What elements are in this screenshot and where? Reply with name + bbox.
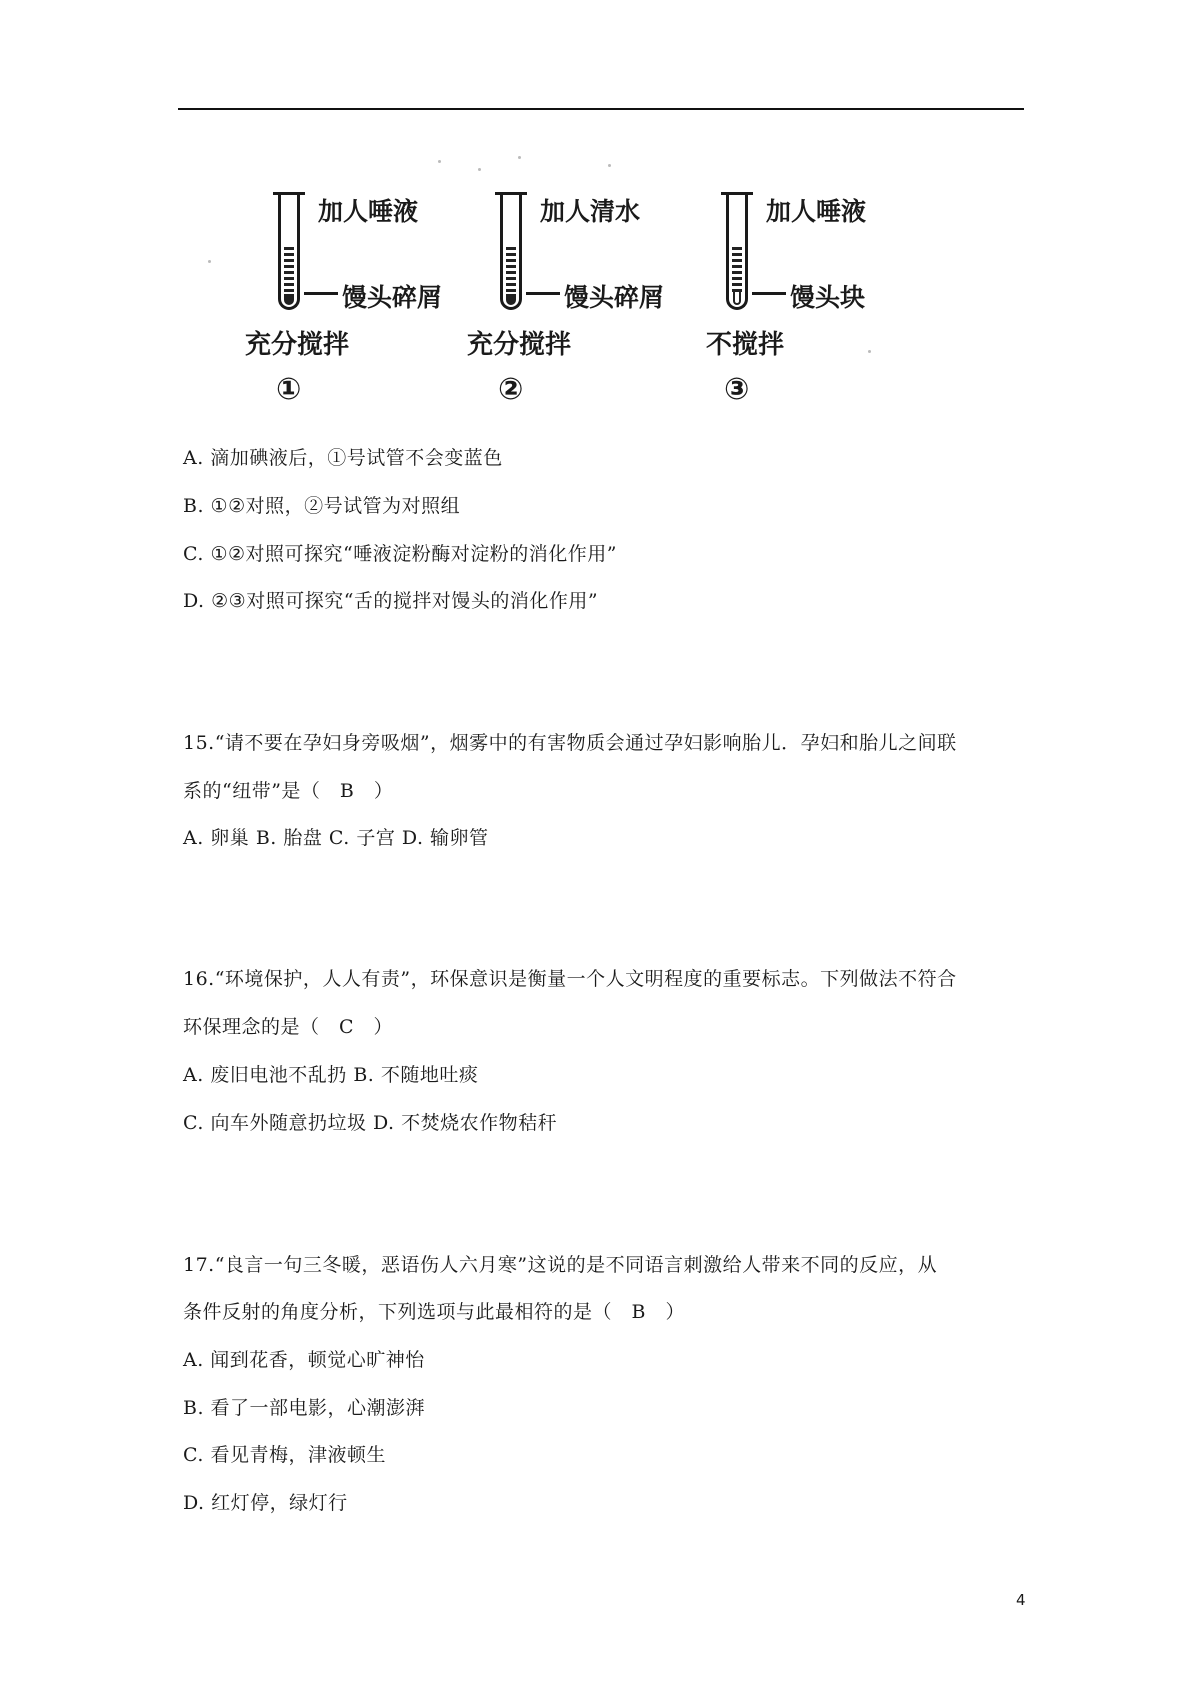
tube-unit-2 [400, 150, 665, 420]
tube-sediment [506, 294, 516, 305]
tube-3-bottom-label: 不搅拌 [706, 330, 785, 360]
q17-option-b: B. 看了一部电影，心潮澎湃 [183, 1397, 426, 1419]
tube-3-number: ③ [724, 372, 750, 407]
tube-unit-1 [178, 150, 443, 420]
leader-line [752, 292, 786, 295]
q15-stem-line1: 15.“请不要在孕妇身旁吸烟”，烟雾中的有害物质会通过孕妇影响胎儿．孕妇和胎儿之间联 [183, 732, 957, 754]
q14-option-a: A. 滴加碘液后，①号试管不会变蓝色 [183, 447, 503, 469]
q14-option-b: B. ①②对照，②号试管为对照组 [183, 495, 461, 517]
test-tube-2 [500, 192, 522, 310]
q17-option-d: D. 红灯停，绿灯行 [183, 1492, 348, 1514]
tube-2-top-label: 加人清水 [540, 197, 641, 226]
tube-2-side-label: 馒头碎屑 [564, 283, 665, 312]
test-tube-figure [178, 150, 958, 420]
q17-option-c: C. 看见青梅，津液顿生 [183, 1444, 386, 1466]
tube-2-bottom-label: 充分搅拌 [467, 330, 572, 360]
q16-options-line2: C. 向车外随意扔垃圾 D. 不焚烧农作物秸秆 [183, 1112, 558, 1134]
q17-stem-line2: 条件反射的角度分析，下列选项与此最相符的是（ B ） [183, 1301, 685, 1323]
page-number: 4 [1016, 1591, 1026, 1609]
q14-option-c: C. ①②对照可探究“唾液淀粉酶对淀粉的消化作用” [183, 543, 617, 565]
tube-bread-lump [733, 292, 741, 305]
tube-contents [284, 247, 294, 295]
q15-options: A. 卵巢 B. 胎盘 C. 子宫 D. 输卵管 [183, 827, 489, 849]
tube-1-number: ① [276, 372, 302, 407]
q15-stem-line2: 系的“纽带”是（ B ） [183, 780, 394, 802]
leader-line [526, 292, 560, 295]
scan-speck [868, 350, 871, 353]
tube-3-side-label: 馒头块 [790, 283, 866, 312]
test-tube-3 [726, 192, 748, 310]
tube-contents [506, 247, 516, 295]
header-rule [178, 108, 1024, 110]
tube-1-bottom-label: 充分搅拌 [245, 330, 350, 360]
tube-1-side-label: 馒头碎屑 [342, 283, 443, 312]
q17-stem-line1: 17.“良言一句三冬暖，恶语伤人六月寒”这说的是不同语言刺激给人带来不同的反应，从 [183, 1254, 938, 1276]
q16-options-line1: A. 废旧电池不乱扔 B. 不随地吐痰 [183, 1064, 479, 1086]
q17-option-a: A. 闻到花香，顿觉心旷神怡 [183, 1349, 425, 1371]
q16-stem-line2: 环保理念的是（ C ） [183, 1016, 394, 1038]
q14-option-d: D. ②③对照可探究“舌的搅拌对馒头的消化作用” [183, 590, 599, 612]
test-tube-1 [278, 192, 300, 310]
tube-1-top-label: 加人唾液 [318, 197, 419, 226]
q16-stem-line1: 16.“环境保护，人人有责”，环保意识是衡量一个人文明程度的重要标志。下列做法不符合 [183, 968, 957, 990]
leader-line [304, 292, 338, 295]
tube-unit-3 [626, 150, 866, 420]
tube-3-top-label: 加人唾液 [766, 197, 867, 226]
tube-2-number: ② [498, 372, 524, 407]
tube-contents [732, 247, 742, 295]
tube-sediment [284, 294, 294, 305]
